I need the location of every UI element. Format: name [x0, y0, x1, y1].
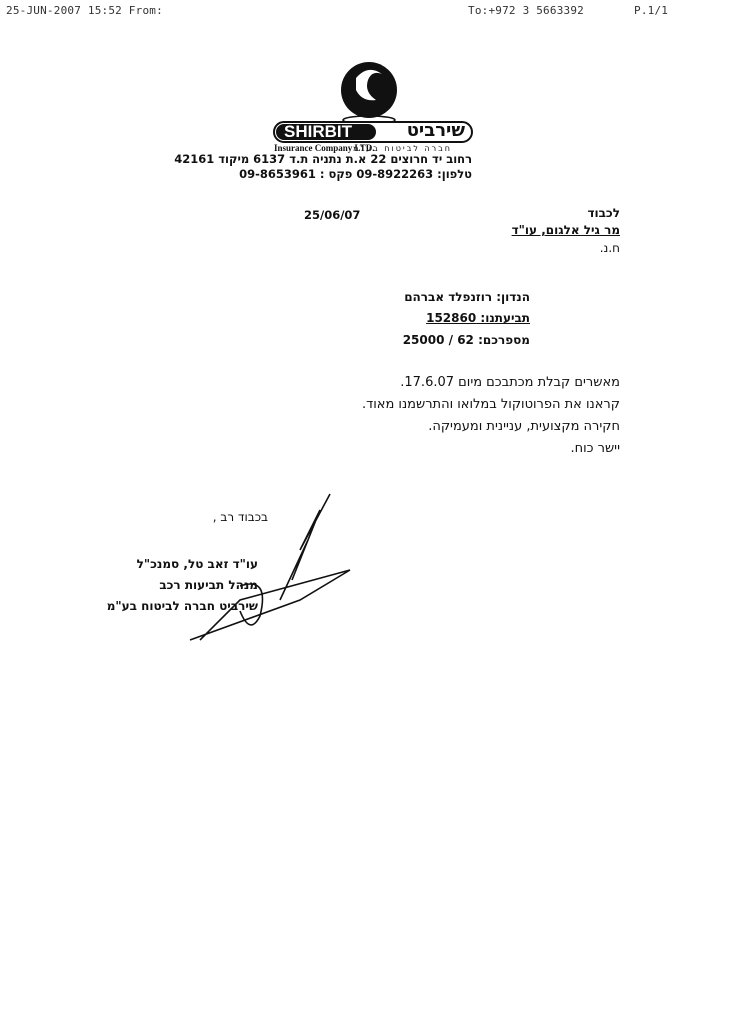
recipient-label: לכבוד — [587, 206, 620, 220]
signer-name: עו"ד זאב טל, סמנכ"ל — [136, 557, 258, 571]
letter-body — [362, 372, 620, 460]
company-subtitle-he: חברה לביטוח בע"מ — [353, 144, 452, 153]
closing-greeting: בכבוד רב , — [212, 510, 268, 524]
body-line: מאשרים קבלת מכתבכם מיום 17.6.07. — [400, 375, 620, 390]
company-address: רחוב יד חרוצים 22 א.ת נתניה ת.ד 6137 מיקוד 42161 — [174, 152, 472, 166]
company-subtitle-en: Insurance Company LTD. — [274, 143, 375, 153]
recipient-location: ח.נ. — [599, 241, 620, 255]
your-reference: מספרכם: 62 / 25000 — [402, 333, 530, 347]
fax-page-number: P.1/1 — [634, 4, 669, 17]
handwritten-signature — [180, 490, 360, 650]
signer-company: שירביט חברה לביטוח בע"מ — [106, 599, 258, 613]
body-line: יישר כוח. — [570, 441, 620, 456]
subject-line: הנדון: רוזנפלד אברהם — [404, 290, 530, 304]
letter-date: 25/06/07 — [304, 208, 361, 222]
company-phones: טלפון: 09-8922263 פקס : 09-8653961 — [239, 167, 472, 181]
body-line: קראנו את הפרוטוקול במלואו והתרשמנו מאוד. — [361, 397, 620, 412]
fax-recipient-number: To:+972 3 5663392 — [468, 4, 584, 17]
signer-title: מנהל תביעות רכב — [159, 578, 258, 592]
fax-sent-stamp: 25-JUN-2007 15:52 From: — [6, 4, 163, 17]
body-line: חקירה מקצועית, עניינית ומעמיקה. — [428, 419, 620, 434]
shirbit-logo: SHIRBIT שירביט — [270, 58, 475, 148]
claim-number: תביעתנו: 152860 — [426, 311, 530, 325]
recipient-name: מר גיל אלגום, עו"ד — [511, 223, 620, 237]
